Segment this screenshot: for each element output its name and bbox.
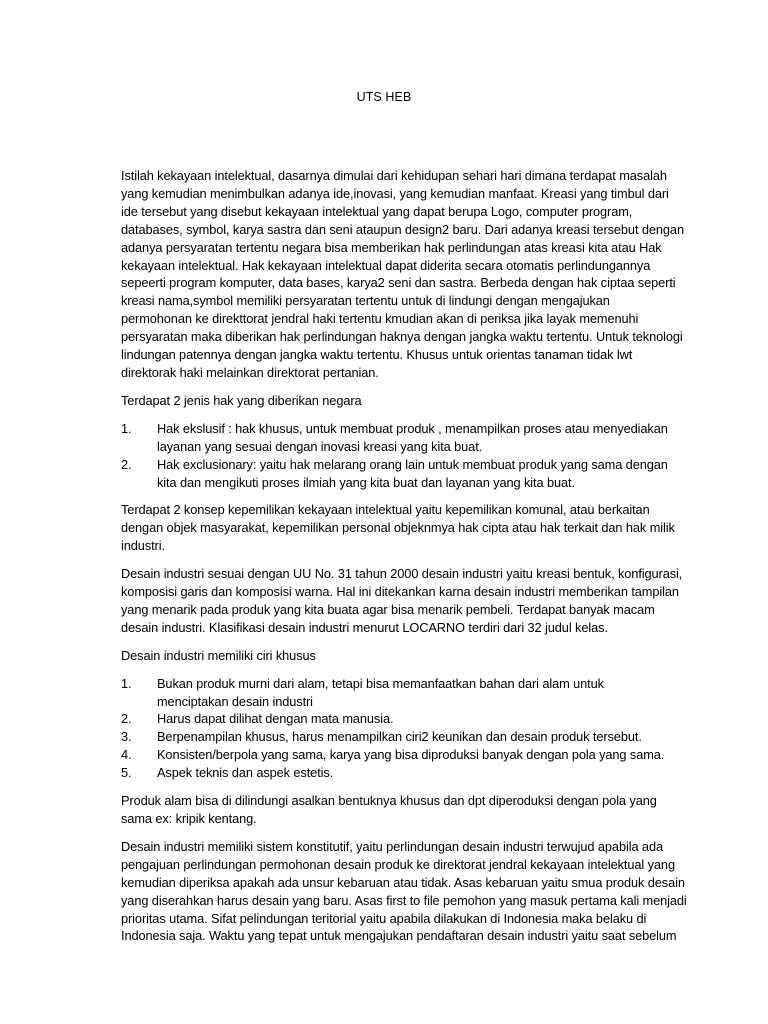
list-number: 1. — [121, 675, 132, 691]
paragraph-produk-alam — [121, 792, 681, 828]
list-line: menciptakan desain industri — [157, 693, 313, 709]
list-item — [121, 764, 681, 782]
list-number: 4. — [121, 747, 132, 763]
numbered-list-hak — [121, 420, 681, 492]
paragraph-line: Desain industri sesuai dengan UU No. 31 tahun 2000 desain industri yaitu kreasi bentuk, konfigurasi, — [121, 566, 683, 582]
list-line: layanan yang sesuai dengan inovasi kreasi yang kita buat. — [157, 438, 483, 454]
document-body — [121, 167, 687, 955]
paragraph-line: Terdapat 2 jenis hak yang diberikan negara — [121, 392, 362, 408]
numbered-list-ciri — [121, 675, 681, 782]
list-item — [121, 710, 681, 728]
paragraph-line: industri. — [121, 538, 165, 554]
paragraph-line: kekayaan intelektual. Hak kekayaan intelektual dapat diderita secara otomatis perlindungannya — [121, 257, 651, 273]
list-item — [121, 420, 681, 456]
paragraph-line: komposisi garis dan komposisi warna. Hal ini ditekankan karna desain industri memberikan tampilan — [121, 584, 679, 600]
paragraph-line: kreasi nama,symbol memiliki persyaratan tertentu untuk di lindungi dengan mengajukan — [121, 293, 610, 309]
paragraph-line: databases, symbol, karya sastra dan seni ataupun design2 baru. Dari adanya kreasi tersebut dengan — [121, 221, 684, 237]
paragraph-line: Indonesia saja. Waktu yang tepat untuk mengajukan pendaftaran desain industri yaitu saat sebelum — [121, 928, 677, 944]
paragraph-intro — [121, 167, 684, 382]
paragraph-line: Desain industri memiliki sistem konstitutif, yaitu perlindungan desain industri terwujud apabila ada — [121, 838, 663, 854]
paragraph-ciri-khusus — [121, 647, 681, 665]
list-item — [121, 746, 681, 764]
list-item — [121, 456, 681, 492]
paragraph-line: yang menarik pada produk yang kita buata agar bisa menarik pembeli. Terdapat banyak macam — [121, 601, 655, 617]
list-line: Harus dapat dilihat dengan mata manusia. — [157, 711, 394, 727]
paragraph-line: desain industri. Klasifikasi desain industri menurut LOCARNO terdiri dari 32 judul kelas. — [121, 619, 608, 635]
paragraph-line: kemudian diperiksa apakah ada unsur kebaruan atau tidak. Asas kebaruan yaitu smua produk desain — [121, 874, 685, 890]
list-line: Aspek teknis dan aspek estetis. — [157, 765, 334, 781]
list-number: 2. — [121, 456, 132, 472]
paragraph-konsep — [121, 501, 681, 555]
list-number: 2. — [121, 711, 132, 727]
paragraph-line: Terdapat 2 konsep kepemilikan kekayaan intelektual yaitu kepemilikan komunal, atau berkaitan — [121, 502, 650, 518]
list-number: 5. — [121, 765, 132, 781]
paragraph-line: sama ex: kripik kentang. — [121, 811, 257, 826]
list-line: kita dan mengikuti proses ilmiah yang kita buat dan layanan yang kita buat. — [157, 474, 575, 490]
list-line: Hak ekslusif : hak khusus, untuk membuat produk , menampilkan proses atau menyediakan — [157, 420, 668, 436]
paragraph-line: permohonan ke direkttorat jendral haki tertentu kmudian akan di periksa jika layak memenuhi — [121, 311, 639, 327]
list-number: 1. — [121, 420, 132, 436]
paragraph-line: dengan objek masyarakat, kepemilikan personal objeknmya hak cipta atau hak terkait dan hak milik — [121, 520, 675, 536]
paragraph-line: ide tersebut yang disebut kekayaan intelektual yang dapat berupa Logo, computer program, — [121, 203, 633, 219]
paragraph-line: persyaratan maka diberikan hak perlindungan haknya dengan jangka waktu tertentu. Untuk teknologi — [121, 329, 683, 345]
paragraph-line: adanya persyaratan tertentu negara bisa memberikan hak perlindungan atas kreasi kita atau Hak — [121, 239, 662, 255]
paragraph-desain-industri — [121, 565, 681, 637]
paragraph-line: Istilah kekayaan intelektual, dasarnya dimulai dari kehidupan sehari hari dimana terdapat masalah — [121, 168, 667, 183]
paragraph-line: direktorak haki melainkan direktorat pertanian. — [121, 364, 379, 380]
paragraph-line: lindungan patennya dengan jangka waktu tertentu. Khusus untuk orientas tanaman tidak lwt — [121, 347, 633, 363]
list-line: Konsisten/berpola yang sama, karya yang bisa diproduksi banyak dengan pola yang sama. — [157, 747, 665, 763]
paragraph-line: Produk alam bisa di dilindungi asalkan bentuknya khusus dan dpt diperoduksi dengan pola yang — [121, 793, 657, 809]
list-line: Bukan produk murni dari alam, tetapi bisa memanfaatkan bahan dari alam untuk — [157, 675, 604, 691]
paragraph-jenis-hak — [121, 392, 681, 410]
list-line: Hak exclusionary: yaitu hak melarang orang lain untuk membuat produk yang sama dengan — [157, 456, 668, 472]
paragraph-line: pengajuan perlindungan permohonan desain produk ke direktorat jendral kekayaan intelektual yang — [121, 856, 675, 872]
paragraph-line: Desain industri memiliki ciri khusus — [121, 647, 316, 663]
list-number: 3. — [121, 729, 132, 745]
document-title: UTS HEB — [356, 90, 412, 104]
paragraph-line: prioritas utama. Sifat pelindungan teritorial yaitu apabila dilakukan di Indonesia maka belaku di — [121, 910, 647, 926]
list-item — [121, 728, 681, 746]
paragraph-line: yang diserahkan harus desain yang baru. Asas first to file pemohon yang masuk pertama kali menjadi — [121, 892, 687, 908]
list-line: Berpenampilan khusus, harus menampilkan ciri2 keunikan dan desain produk tersebut. — [157, 729, 642, 745]
paragraph-sistem-konstitutif — [121, 838, 687, 945]
paragraph-line: yang kemudian menimbulkan adanya ide,inovasi, yang kemudian manfaat. Kreasi yang timbul dari — [121, 185, 669, 201]
list-item — [121, 675, 681, 711]
paragraph-line: sepeerti program komputer, data bases, karya2 seni dan sastra. Berbeda dengan hak ciptaa seperti — [121, 275, 676, 291]
